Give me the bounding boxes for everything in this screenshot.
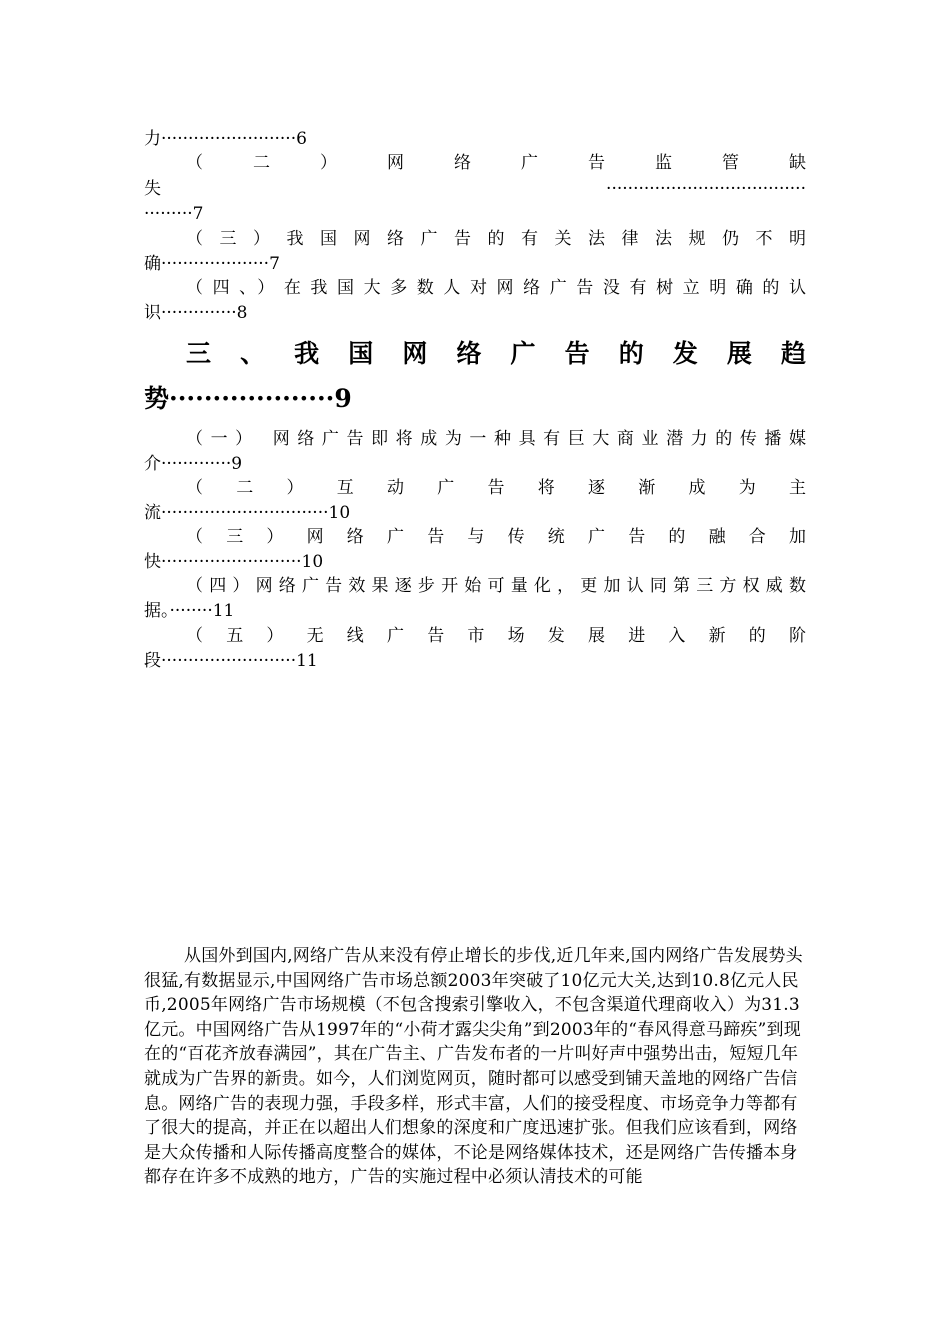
toc-line: 据。········11 xyxy=(144,601,235,621)
toc-line: （ 五 ） 无 线 广 告 市 场 发 展 进 入 新 的 阶 xyxy=(186,626,806,646)
toc-line: 介·············9 xyxy=(144,454,243,474)
toc-line: ·········7 xyxy=(144,204,204,224)
toc-line: （ 三 ） 网 络 广 告 与 传 统 广 告 的 融 合 加 xyxy=(186,527,806,547)
toc-line: 快··························10 xyxy=(144,552,324,572)
toc-line: 段·························11 xyxy=(144,651,318,671)
toc-line: 失 ····································· xyxy=(144,179,806,199)
toc-line: 确····················7 xyxy=(144,254,280,274)
toc-line: （四）网络广告效果逐步开始可量化，更加认同第三方权威数 xyxy=(186,576,806,596)
toc-line: （四、）在我国大多数人对网络广告没有树立明确的认 xyxy=(186,278,806,298)
body-paragraph: 从国外到国内,网络广告从来没有停止增长的步伐,近几年来,国内网络广告发展势头很猛,有数据显示,中国网络广告市场总额2003年突破了10亿元大关,达到10.8亿元人民币,2005年网络广告市场规模（不包含搜索引擎收入，不包含渠道代理商收入）为31.3亿元。中国网络广告从1997年的“小荷才露尖尖角”到2003年的“春风得意马蹄疾”到现在的“百花齐放春满园”，其在广告主、广告发布者的一片叫好声中强势出击，短短几年就成为广告界的新贵。如今，人们浏览网页，随时都可以感受到铺天盖地的网络广告信息。网络广告的表现力强，手段多样，形式丰富，人们的接受程度、市场竞争力等都有了很大的提高，并正在以超出人们想象的深度和广度迅速扩张。但我们应该看到，网络是大众传播和人际传播高度整合的媒体，不论是网络媒体技术，还是网络广告传播本身都存在许多不成熟的地方，广告的实施过程中必须认清技术的可能 xyxy=(144,946,803,1188)
toc-line: 识··············8 xyxy=(144,303,248,323)
toc-line: （ 二 ） 互 动 广 告 将 逐 渐 成 为 主 xyxy=(186,478,806,498)
toc-line: 流·······························10 xyxy=(144,503,351,523)
toc-line: （三）我国网络广告的有关法律法规仍不明 xyxy=(186,229,806,249)
toc-section-heading: 势···················9 xyxy=(144,384,352,413)
toc-line: 力·························6 xyxy=(144,129,307,149)
toc-line: （ 二 ） 网 络 广 告 监 管 缺 xyxy=(186,153,806,173)
toc-line: （一） 网络广告即将成为一种具有巨大商业潜力的传播媒 xyxy=(186,429,806,449)
toc-section-heading: 三、我国网络广告的发展趋 xyxy=(186,339,806,368)
